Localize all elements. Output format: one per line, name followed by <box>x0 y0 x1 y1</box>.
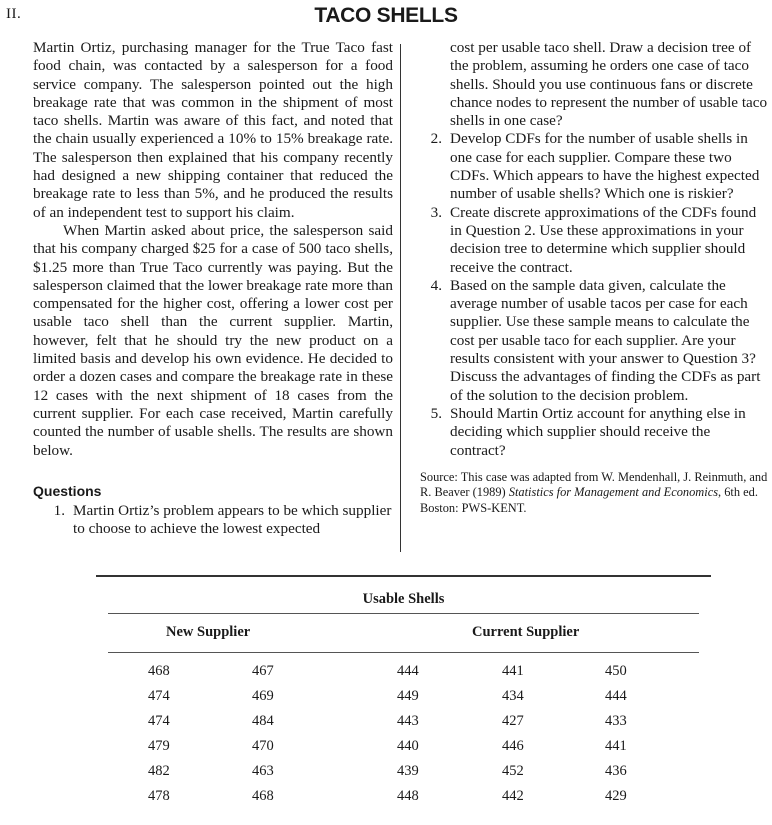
table-cell: 436 <box>605 763 627 779</box>
table-cell: 440 <box>397 738 419 754</box>
table-cell: 450 <box>605 663 627 679</box>
group-header-current-supplier: Current Supplier <box>472 624 580 640</box>
table-cell: 442 <box>502 788 524 804</box>
table-cell: 441 <box>605 738 627 754</box>
table-cell: 441 <box>502 663 524 679</box>
table-cell: 469 <box>252 688 274 704</box>
question-item <box>420 204 768 277</box>
question-item-continued <box>420 39 768 130</box>
table-row <box>96 738 711 763</box>
right-column <box>420 39 768 516</box>
question-item <box>420 405 768 460</box>
question-number: 3. <box>430 203 442 221</box>
question-text: Create discrete approximations of the CDFs found in Question 2. Use these approximations in your decision tree to determine which supplier should receive the contract. <box>450 203 757 276</box>
question-list <box>420 39 768 460</box>
table-cell: 433 <box>605 713 627 729</box>
left-column <box>33 39 393 539</box>
table-heading: Usable Shells <box>362 591 445 607</box>
question-list <box>43 502 393 539</box>
table-cell: 434 <box>502 688 524 704</box>
question-item <box>420 277 768 405</box>
table-row <box>96 663 711 688</box>
table-cell: 468 <box>252 788 274 804</box>
table-cell: 474 <box>148 713 170 729</box>
body-paragraph: Martin Ortiz, purchasing manager for the True Taco fast food chain, was contacted by a salesperson for a food service company. The salesperson pointed out the high breakage rate that was common in the shipment of most taco shells. Martin was aware of this fact, and noted that the chain usually experienced a 10% to 15% breakage rate. The salesperson then explained that his company recently had designed a new shipping container that reduced the breakage rate to less than 5%, and he produced the results of an independent test to support his claim. <box>33 39 393 221</box>
table-row <box>96 763 711 788</box>
table-body <box>96 663 711 813</box>
question-text: cost per usable taco shell. Draw a decision tree of the problem, assuming he orders one case of taco shells. Should you use continuous fans or discrete chance nodes to represent the number of usable taco shells in one case? <box>450 39 768 130</box>
table-cell: 444 <box>605 688 627 704</box>
question-item <box>43 502 393 539</box>
table-cell: 449 <box>397 688 419 704</box>
question-number: 4. <box>430 276 442 294</box>
group-header-new-supplier: New Supplier <box>166 624 251 640</box>
table-cell: 478 <box>148 788 170 804</box>
question-text: Should Martin Ortiz account for anything else in deciding which supplier should receive the contract? <box>450 404 746 459</box>
table-cell: 427 <box>502 713 524 729</box>
table-cell: 439 <box>397 763 419 779</box>
questions-heading: Questions <box>33 482 102 499</box>
table-cell: 452 <box>502 763 524 779</box>
section-number: II. <box>6 6 22 22</box>
question-text: Develop CDFs for the number of usable shells in one case for each supplier. Compare these two CDFs. Which appears to have the highest expected number of usable shells? Which one is riskier? <box>450 130 760 203</box>
question-number: 2. <box>430 130 442 148</box>
table-row <box>96 788 711 813</box>
table-rule <box>108 652 699 653</box>
table-row <box>96 713 711 738</box>
question-number: 5. <box>430 404 442 422</box>
question-text: Martin Ortiz’s problem appears to be which supplier to choose to achieve the lowest expected <box>73 502 392 538</box>
table-row <box>96 688 711 713</box>
usable-shells-table <box>96 575 711 813</box>
table-cell: 484 <box>252 713 274 729</box>
page-title: TACO SHELLS <box>314 4 458 27</box>
table-cell: 474 <box>148 688 170 704</box>
table-cell: 463 <box>252 763 274 779</box>
source-book-title: Statistics for Management and Economics <box>508 485 719 500</box>
table-cell: 444 <box>397 663 419 679</box>
body-paragraph: When Martin asked about price, the salesperson said that his company charged $25 for a case of 500 taco shells, $1.25 more than True Taco currently was paying. But the salesperson claimed that the lower breakage rate more than compensated for the higher cost, offering a lower cost per usable taco shell than the current supplier. Martin, however, felt that he should try the new product on a limited basis and develop his own evidence. He decided to order a dozen cases and compare the breakage rate in these 12 cases with the next shipment of 18 cases from the current supplier. For each case received, Martin carefully counted the number of usable shells. The results are shown below. <box>33 221 393 459</box>
table-cell: 448 <box>397 788 419 804</box>
table-cell: 470 <box>252 738 274 754</box>
source-citation: Source: This case was adapted from W. Mendenhall, J. Reinmuth, and R. Beaver (1989) Statistics for Management and Economics, 6th ed. Boston: PWS-KENT. <box>420 469 768 515</box>
question-text: Based on the sample data given, calculate the average number of usable tacos per case for each supplier. Use these sample means to calculate the cost per usable taco for each supplier. Are your results consistent with your answer to Question 3? Discuss the advantages of finding the CDFs as part of the solution to the decision problem. <box>450 276 761 404</box>
table-cell: 446 <box>502 738 524 754</box>
table-cell: 443 <box>397 713 419 729</box>
table-cell: 429 <box>605 788 627 804</box>
table-cell: 468 <box>148 663 170 679</box>
question-item <box>420 130 768 203</box>
question-number: 1. <box>53 502 65 520</box>
table-cell: 482 <box>148 763 170 779</box>
table-group-headers <box>96 614 711 652</box>
column-divider <box>400 44 401 552</box>
table-cell: 479 <box>148 738 170 754</box>
table-cell: 467 <box>252 663 274 679</box>
